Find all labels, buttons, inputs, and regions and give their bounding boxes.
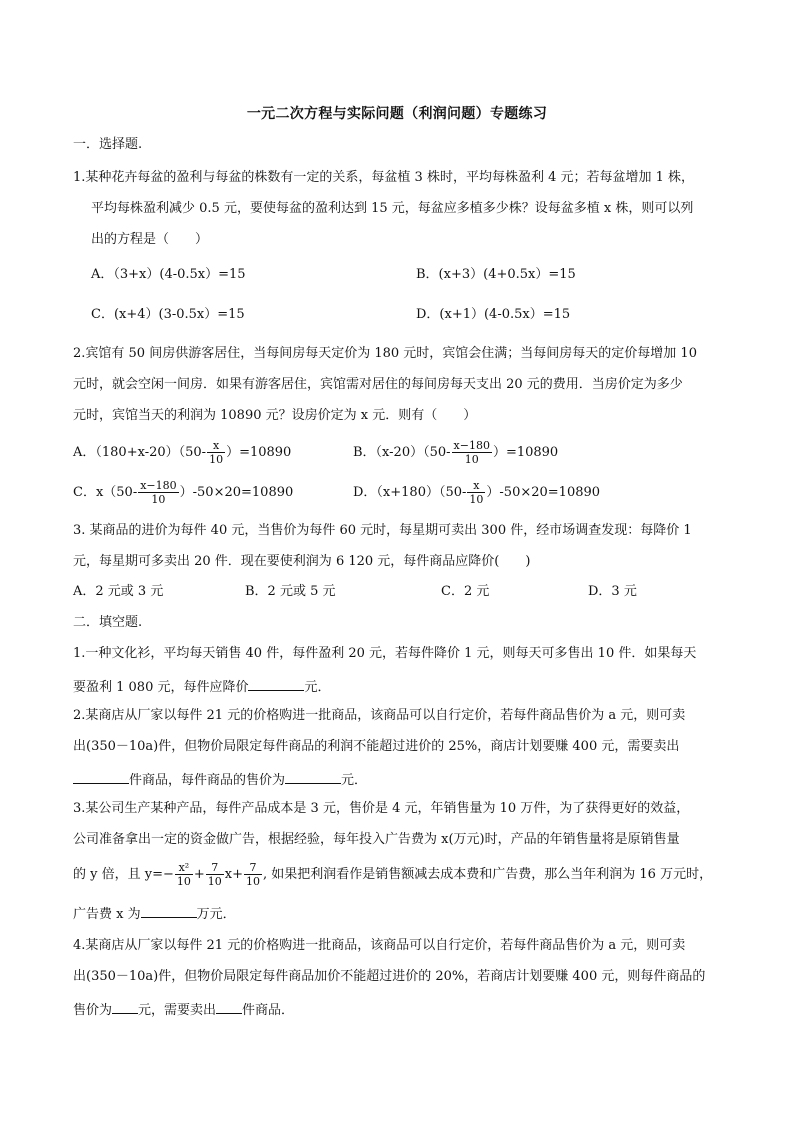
q2-b-post: ）=10890 — [492, 445, 559, 460]
q2-a-pre: A．（180+x-20）（50- — [73, 445, 207, 460]
f3-answer-blank[interactable] — [141, 903, 197, 918]
f1-line2-pre: 要盈利 1 080 元，每件应降价 — [73, 680, 249, 695]
q2-c-num: x−180 — [140, 479, 177, 492]
f3-fraction-2 — [206, 861, 224, 888]
f4-blank-quantity[interactable] — [216, 999, 242, 1014]
q2-b-pre: B．（x-20）（50- — [353, 445, 451, 460]
q2-c-den: 10 — [138, 492, 178, 506]
f4-line3-post: 件商品． — [242, 1003, 295, 1018]
q2-d-pre: D．（x+180）（50- — [353, 485, 467, 500]
q1-option-b: B．(x+3）(4+0.5x）=15 — [416, 267, 576, 282]
f3-frac1-num: x² — [178, 861, 190, 874]
f4-line1: 4.某商店从厂家以每件 21 元的价格购进一批商品，该商品可以自行定价，若每件商品售价为 a 元，则可卖 — [73, 938, 686, 953]
f4-line2: 出(350－10a)件，但物价局限定每件商品加价不能超过进价的 20%，若商店计划要赚 400 元，则每件商品的 — [73, 969, 706, 984]
f3-fraction-3 — [244, 861, 262, 888]
q2-a-fraction — [207, 439, 225, 466]
f2-line3 — [73, 769, 367, 790]
q2-line1: 2.宾馆有 50 间房供游客居住，当每间房每天定价为 180 元时，宾馆会住满；当每间房每天的定价每增加 10 — [73, 346, 697, 361]
f3-line3-post: , 如果把利润看作是销售额减去成本费和广告费，那么当年利润为 16 万元时， — [263, 867, 713, 882]
f3-line4-post: 万元． — [196, 907, 236, 922]
q2-a-post: ）=10890 — [226, 445, 292, 460]
q2-b-fraction — [452, 439, 492, 466]
f2-line3-post: 元． — [341, 773, 368, 788]
q2-d-post: ）-50×20=10890 — [486, 485, 601, 500]
f3-line2: 公司准备拿出一定的资金做广告，根据经验，每年投入广告费为 x(万元)时，产品的年销售量将是原销售量 — [73, 832, 680, 847]
f2-line2: 出(350－10a)件，但物价局限定每件商品的利润不能超过进价的 25%，商店计划要赚 400 元，需要卖出 — [73, 739, 680, 754]
q1-option-c: C．(x+4）(3-0.5x）=15 — [91, 307, 245, 322]
q1-option-a: A．（3+x）(4-0.5x）=15 — [91, 267, 246, 282]
q2-c-pre: C．x（50- — [73, 485, 138, 500]
q3-option-b: B．2 元或 5 元 — [245, 584, 336, 599]
f3-plus-1: + — [193, 867, 205, 882]
q2-option-c — [73, 478, 293, 508]
section-heading-choice: 一．选择题. — [73, 137, 143, 152]
f3-line4-pre: 广告费 x 为 — [73, 907, 141, 922]
q3-option-c: C．2 元 — [441, 584, 490, 599]
q3-option-a: A．2 元或 3 元 — [73, 584, 164, 599]
q2-a-den: 10 — [209, 453, 224, 466]
f1-line1: 1.一种文化衫，平均每天销售 40 件，每件盈利 20 元，若每件降价 1 元，则每天可多售出 10 件．如果每天 — [73, 646, 697, 661]
f2-blank-price[interactable] — [285, 769, 341, 784]
f3-frac1-den: 10 — [176, 875, 191, 888]
f3-frac3-num: 7 — [249, 861, 257, 874]
q3-line1: 3. 某商品的进价为每件 40 元，当售价为每件 60 元时，每星期可卖出 300 件，经市场调查发现：每降价 1 — [73, 523, 692, 538]
f4-blank-price[interactable] — [112, 999, 138, 1014]
q2-c-post: ）-50×20=10890 — [179, 485, 294, 500]
f2-blank-quantity[interactable] — [73, 769, 129, 784]
q2-b-num: x−180 — [453, 439, 490, 452]
q3-line2: 元，每星期可多卖出 20 件．现在要使利润为 6 120 元，每件商品应降价( ) — [73, 554, 531, 569]
q2-d-fraction — [467, 479, 485, 506]
f3-line4 — [73, 903, 236, 924]
q2-option-a — [73, 438, 291, 468]
page-title: 一元二次方程与实际问题（利润问题）专题练习 — [246, 106, 548, 122]
f3-frac2-num: 7 — [211, 861, 219, 874]
q1-line1: 1.某种花卉每盆的盈利与每盆的株数有一定的关系，每盆植 3 株时，平均每株盈利 4 元；若每盆增加 1 株， — [73, 170, 695, 185]
f1-answer-blank[interactable] — [248, 676, 304, 691]
q2-line3: 元时，宾馆当天的利润为 10890 元？设房价定为 x 元．则有（ ） — [73, 408, 477, 423]
q2-option-d — [353, 478, 600, 508]
q2-d-num: x — [473, 479, 480, 492]
f2-line1: 2.某商店从厂家以每件 21 元的价格购进一批商品，该商品可以自行定价，若每件商品售价为 a 元，则可卖 — [73, 708, 686, 723]
f3-frac2-den: 10 — [207, 875, 222, 888]
q2-option-b — [353, 438, 558, 468]
q2-b-den: 10 — [452, 452, 492, 466]
q1-line3: 出的方程是（ ） — [91, 232, 209, 247]
q1-line2: 平均每株盈利减少 0.5 元，要使每盆的盈利达到 15 元，每盆应多植多少株？设每盆多植 x 株，则可以列 — [91, 201, 694, 216]
section-heading-fill: 二．填空题. — [73, 615, 143, 630]
q2-a-num: x — [212, 439, 220, 452]
f3-line3 — [73, 858, 712, 892]
f4-line3-mid: 元，需要卖出 — [138, 1003, 217, 1018]
q3-option-d: D．3 元 — [588, 584, 637, 599]
f3-x-plus: x+ — [224, 867, 244, 882]
f3-fraction-1 — [175, 861, 193, 888]
q1-option-d: D．(x+1）(4-0.5x）=15 — [416, 307, 571, 322]
f3-line1: 3.某公司生产某种产品，每件产品成本是 3 元，售价是 4 元，年销售量为 10 万件，为了获得更好的效益， — [73, 801, 690, 816]
f4-line3 — [73, 999, 294, 1020]
f1-line2-post: 元． — [304, 680, 331, 695]
f1-line2 — [73, 676, 331, 697]
q2-line2: 元时，就会空闲一间房．如果有游客居住，宾馆需对居住的每间房每天支出 20 元的费用．当房价定为多少 — [73, 377, 683, 392]
q2-c-fraction — [138, 479, 178, 506]
q2-d-den: 10 — [469, 493, 484, 506]
f2-line3-mid: 件商品，每件商品的售价为 — [129, 773, 286, 788]
f3-line3-pre: 的 y 倍，且 y=− — [73, 867, 174, 882]
f3-frac3-den: 10 — [246, 875, 261, 888]
f4-line3-pre: 售价为 — [73, 1003, 113, 1018]
